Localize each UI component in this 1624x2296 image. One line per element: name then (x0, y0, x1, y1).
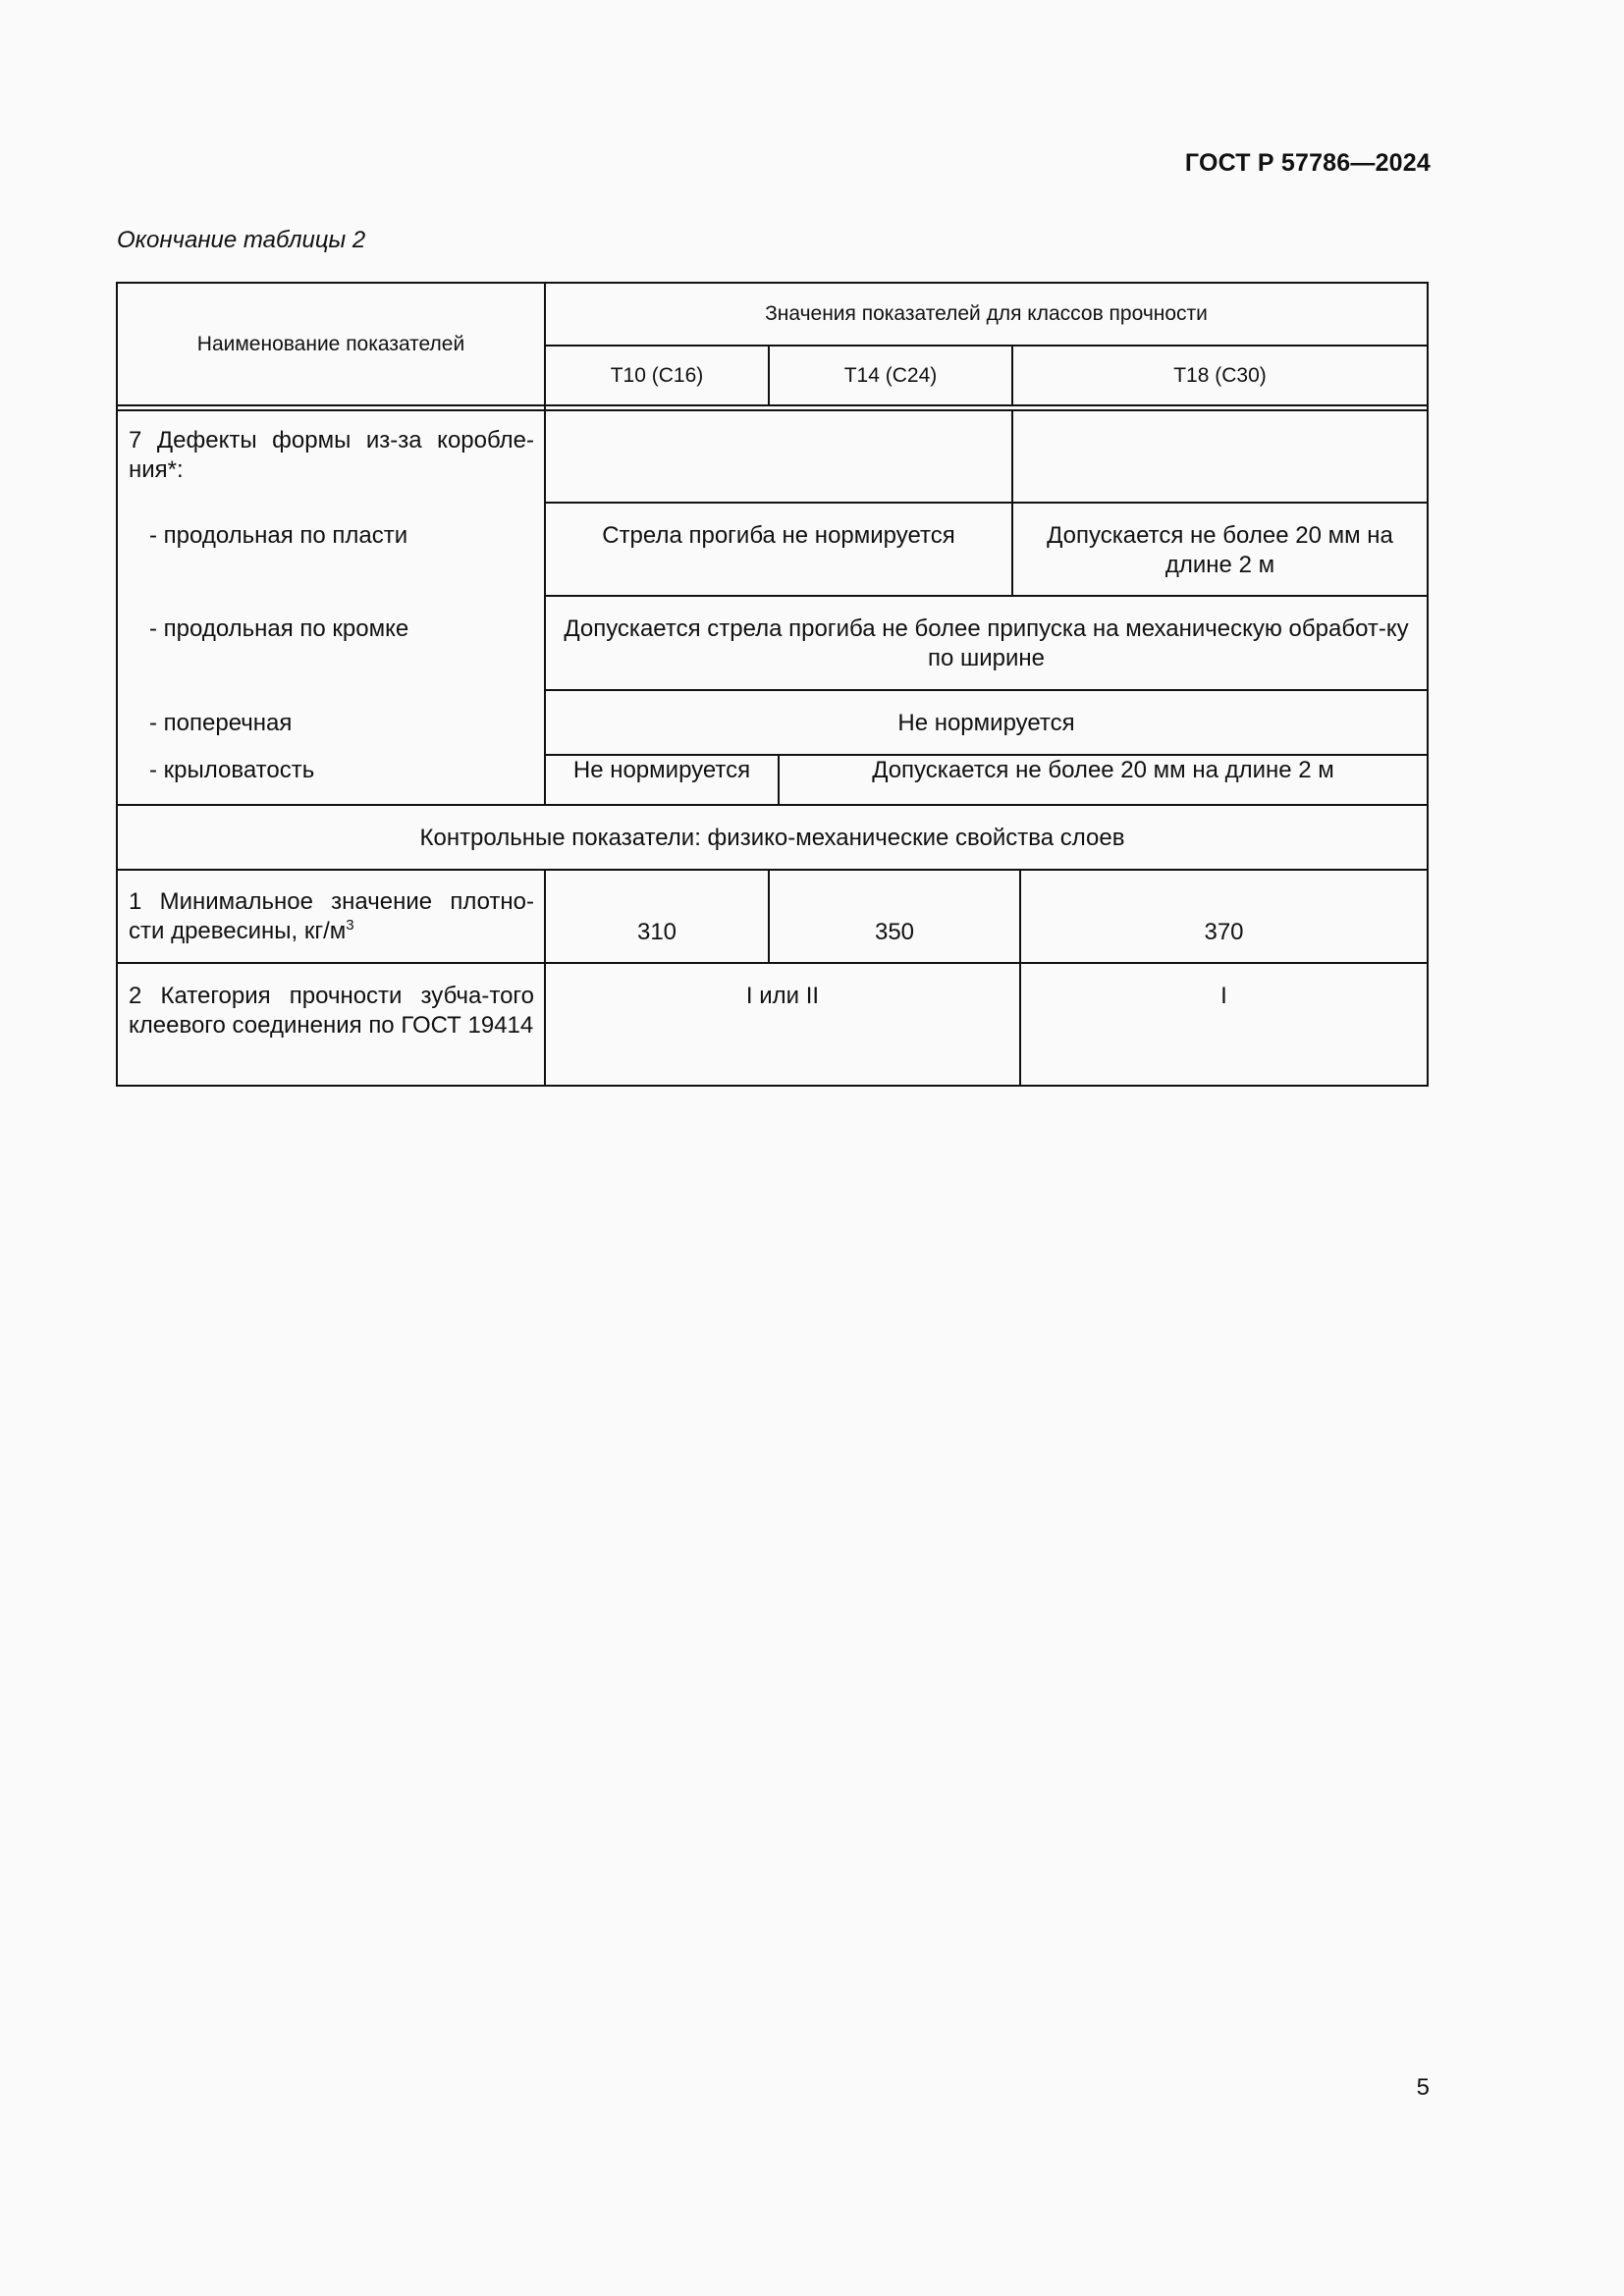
unit-superscript: 3 (346, 917, 354, 934)
name-column-header: Наименование показателей (196, 333, 465, 355)
value-edge-all: Допускается стрела прогиба не более припуска на механическую обработ-ку по ширине (564, 615, 1409, 671)
density-value-t18: 370 (1204, 919, 1244, 945)
defects-title: 7 Дефекты формы из-за коробле-ния*: (129, 427, 534, 483)
joint-value-t10-t14: I или II (745, 983, 820, 1009)
density-value-t10: 310 (636, 919, 677, 945)
page-number: 5 (1416, 2074, 1430, 2101)
defect-label-face: - продольная по пласти (149, 522, 408, 549)
density-label: 1 Минимальное значение плотно-сти древесины, $кг/м^3$ (129, 888, 534, 944)
document-code: ГОСТ Р 57786—2024 (1184, 149, 1431, 177)
defect-label-transverse: - поперечная (149, 710, 293, 736)
class-header-t14: Т14 (С24) (843, 364, 938, 387)
section-title: Контрольные показатели: физико-механические свойства слоев (419, 825, 1125, 851)
value-face-t10-t14: Стрела прогиба не нормируется (602, 522, 955, 549)
table-caption: Окончание таблицы 2 (117, 227, 366, 253)
defect-label-twist: - крыловатость (149, 757, 315, 783)
value-transverse-all: Не нормируется (897, 710, 1075, 736)
density-value-t14: 350 (874, 919, 915, 945)
value-twist-t10: Не нормируется (572, 757, 751, 783)
value-face-t18: Допускается не более 20 мм на длине 2 м (1047, 522, 1393, 578)
values-group-header: Значения показателей для классов прочности (765, 302, 1208, 325)
class-header-t10: Т10 (С16) (610, 364, 704, 387)
defect-label-edge: - продольная по кромке (149, 615, 409, 642)
class-header-t18: Т18 (С30) (1173, 364, 1267, 387)
value-twist-t14-t18: Допускается не более 20 мм на длине 2 м (872, 757, 1334, 783)
table-border (117, 283, 1428, 1086)
joint-value-t18: I (1220, 983, 1227, 1009)
joint-label: 2 Категория прочности зубча-того клеевого соединения по ГОСТ 19414 (129, 983, 534, 1039)
